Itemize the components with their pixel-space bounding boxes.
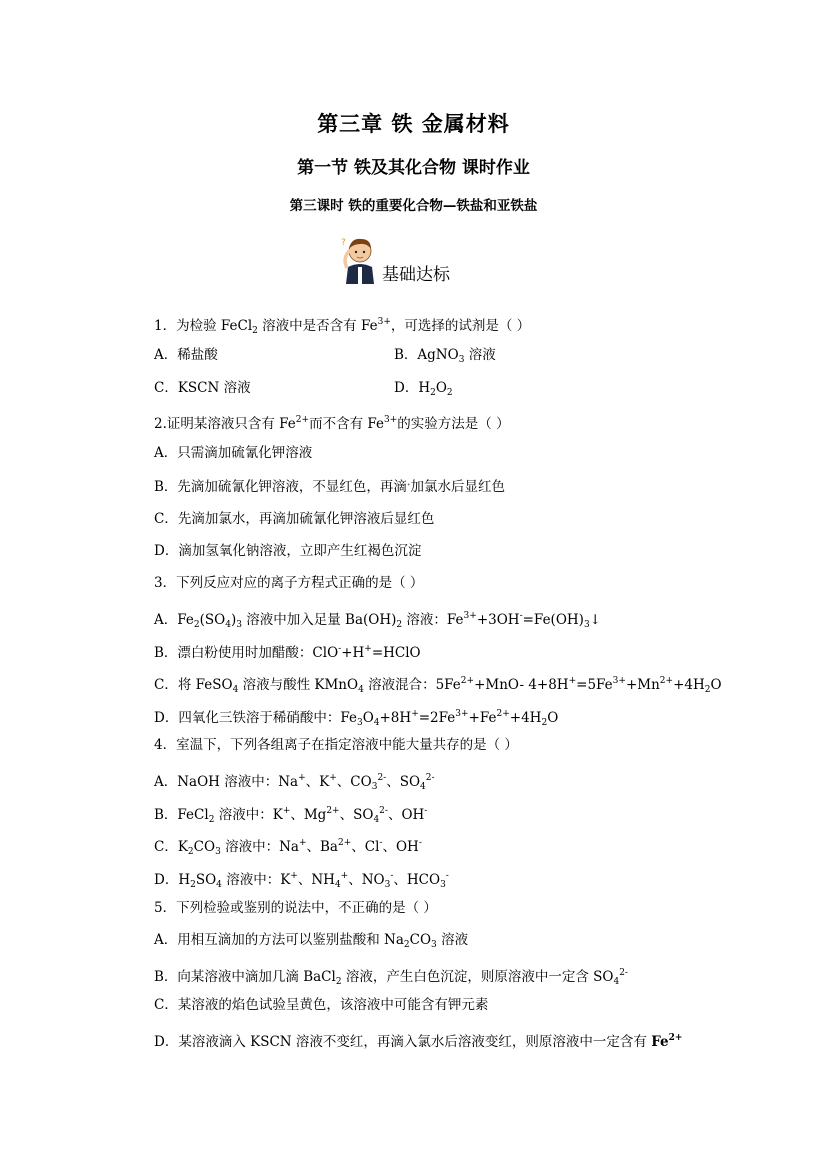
q1-option-c: C．KSCN 溶液 (154, 380, 251, 396)
thinking-boy-icon (338, 234, 380, 284)
q3-stem: 3．下列反应对应的离子方程式正确的是（ ） (154, 575, 424, 591)
section-header-basic (336, 232, 496, 286)
chapter-title: 第三章 铁 金属材料 (317, 112, 510, 136)
q2-option-d: D．滴加氢氧化钠溶液，立即产生红褐色沉淀 (154, 543, 422, 559)
q4-option-b: B．FeCl$_2$ 溶液中：K+、$Mg^{2+}$、$SO_4^{2-}$、OH- (154, 806, 428, 825)
q1-option-a: A．稀盐酸 (154, 347, 218, 363)
q2-stem: 2.证明某溶液只含有 $Fe^{2+}$而不含有 $Fe^{3+}$的实验方法是（ ） (154, 415, 510, 432)
q1-option-d: D．$H_2O_2$ (394, 380, 453, 398)
section-label: 基础达标 (382, 265, 450, 285)
q4-option-d: D．$H_2SO_4$ 溶液中：K+、$NH_4^+$、$NO_3^-$、$HCO_3^-$ (154, 871, 449, 890)
q5-option-c: C．某溶液的焰色试验呈黄色，该溶液中可能含有钾元素 (154, 997, 489, 1013)
q3-option-b: B．漂白粉使用时加醋酸：ClO-+H+=HClO (154, 644, 421, 661)
q5-option-d: D．某溶液滴入 KSCN 溶液不变红，再滴入氯水后溶液变红，则原溶液中一定含有 $Fe^{2+}$ (154, 1033, 683, 1050)
q5-option-b: B．向某溶液中滴加几滴 BaCl$_2$ 溶液，产生白色沉淀，则原溶液中一定含 $SO_4^{2-}$ (154, 968, 628, 987)
q3-option-a: A．$Fe_2(SO_4)_3$ 溶液中加入足量 $Ba(OH)_2$ 溶液：$Fe^{3+}+3OH^-=Fe(OH)_3↓$ (154, 611, 601, 630)
q3-option-c: C．将 FeSO$_4$ 溶液与酸性 KMnO$_4$ 溶液混合：$5Fe^{2+}+MnO-$ $4+8H^+=5Fe^{3+}+Mn^{2+}+4H_2O$ (154, 676, 722, 695)
q5-stem: 5．下列检验或鉴别的说法中，不正确的是（ ） (154, 900, 437, 916)
q2-option-a: A．只需滴加硫氰化钾溶液 (154, 445, 313, 461)
q4-option-c: C．$K_2CO_3$ 溶液中：Na+、$Ba^{2+}$、Cl-、OH- (154, 838, 422, 857)
q1-stem: 1．为检验 FeCl$_2$ 溶液中是否含有 $Fe^{3+}$，可选择的试剂是（ ） (154, 317, 531, 336)
q2-option-c: C．先滴加氯水，再滴加硫氰化钾溶液后显红色 (154, 511, 435, 527)
q5-option-a: A．用相互滴加的方法可以鉴别盐酸和 $Na_2CO_3$ 溶液 (154, 932, 469, 950)
svg-text:?: ? (341, 238, 346, 248)
q1-option-b: B．AgNO$_3$ 溶液 (394, 347, 496, 365)
section-title: 第一节 铁及其化合物 课时作业 (297, 158, 530, 178)
q2-option-b: B．先滴加硫氰化钾溶液，不显红色，再滴•加氯水后显红色 (154, 479, 505, 495)
q4-option-a: A．NaOH 溶液中：Na+、K+、$CO_3^{2-}$、$SO_4^{2-}$ (154, 773, 435, 792)
q4-stem: 4．室温下，下列各组离子在指定溶液中能大量共存的是（ ） (154, 737, 518, 753)
lesson-title: 第三课时 铁的重要化合物—铁盐和亚铁盐 (289, 198, 538, 214)
q3-option-d: D．四氧化三铁溶于稀硝酸中：$Fe_3O_4+8H^+=2Fe^{3+}+Fe^{2+}+4H_2O$ (154, 709, 559, 728)
